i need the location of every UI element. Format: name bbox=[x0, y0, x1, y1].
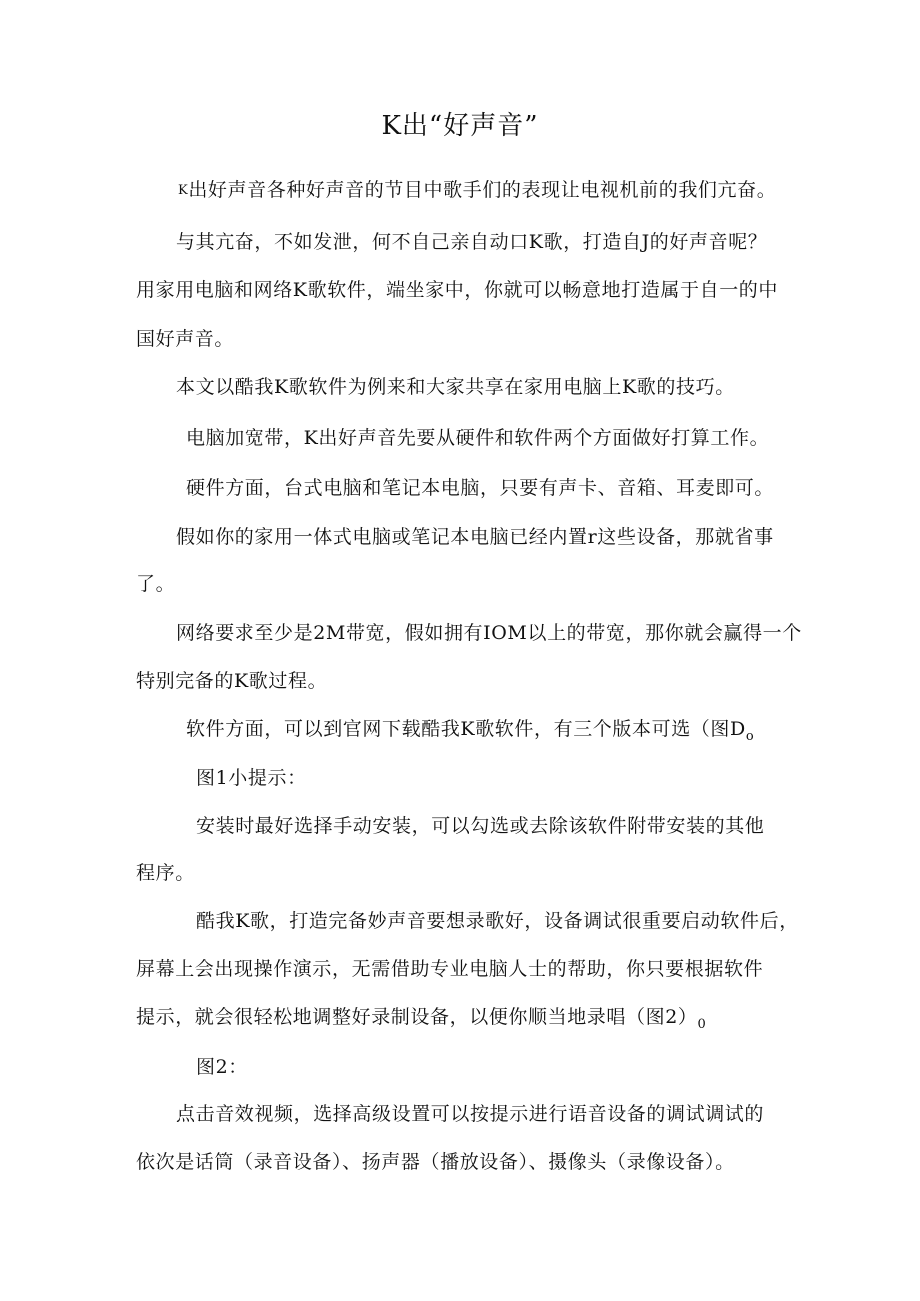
paragraph-13-line-2: 依次是话筒（录音设备）、扬声器（播放设备）、摄像头（录像设备）。 bbox=[136, 1151, 735, 1173]
paragraph-4: 电脑加宽带，K出好声音先要从硬件和软件两个方面做好打算工作。 bbox=[186, 427, 770, 449]
paragraph-1-lead: K bbox=[178, 183, 189, 198]
paragraph-3: 本文以酷我K歌软件为例来和大家共享在家用电脑上K歌的技巧。 bbox=[176, 376, 735, 398]
paragraph-11-line-3 bbox=[136, 1003, 706, 1039]
paragraph-8-text: 软件方面，可以到官网下载酷我K歌软件，有三个版本可选（图D bbox=[186, 718, 746, 740]
paragraph-10-line-2: 程序。 bbox=[136, 862, 195, 884]
paragraph-12: 图2： bbox=[196, 1056, 248, 1078]
paragraph-1-text: 出好声音各种好声音的节目中歌手们的表现让电视机前的我们亢奋。 bbox=[188, 179, 777, 201]
paragraph-8-tail: o bbox=[745, 729, 755, 744]
paragraph-11-line-1: 酷我K歌，打造完备妙声音要想录歌好，设备调试很重要启动软件后， bbox=[196, 910, 799, 932]
paragraph-10-line-1: 安装时最好选择手动安装，可以勾选或去除该软件附带安装的其他 bbox=[196, 815, 765, 837]
paragraph-6-line-2: 了。 bbox=[136, 573, 176, 595]
paragraph-9: 图1小提示： bbox=[196, 767, 307, 789]
paragraph-5: 硬件方面，台式电脑和笔记本电脑，只要有声卡、音箱、耳麦即可。 bbox=[186, 477, 775, 499]
paragraph-11-line-2: 屏幕上会出现操作演示，无需借助专业电脑人士的帮助，你只要根据软件 bbox=[136, 958, 764, 980]
paragraph-7-line-2: 特别完备的K歌过程。 bbox=[136, 670, 328, 692]
document-title: K出“好声音” bbox=[381, 111, 539, 141]
paragraph-11-line-3-text: 提示，就会很轻松地调整好录制设备，以便你顺当地录唱（图2） bbox=[136, 1006, 698, 1028]
paragraph-2-line-2: 用家用电脑和网络K歌软件，端坐家中，你就可以畅意地打造属于自一的中 bbox=[136, 279, 778, 301]
paragraph-2-line-1: 与其亢奋，不如发泄，何不自己亲自动口K歌，打造自J的好声音呢？ bbox=[176, 231, 768, 253]
paragraph-6-line-1: 假如你的家用一体式电脑或笔记本电脑已经内置r这些设备，那就省事 bbox=[176, 526, 774, 548]
paragraph-2-line-3: 国好声音。 bbox=[136, 328, 235, 350]
paragraph-8 bbox=[186, 715, 754, 751]
paragraph-7-line-1: 网络要求至少是2M带宽，假如拥有IOM以上的带宽，那你就会赢得一个 bbox=[176, 622, 802, 644]
paragraph-13-line-1: 点击音效视频，选择高级设置可以按提示进行语音设备的调试调试的 bbox=[176, 1103, 765, 1125]
paragraph-11-tail: 0 bbox=[697, 1017, 707, 1032]
paragraph-1 bbox=[178, 176, 776, 205]
